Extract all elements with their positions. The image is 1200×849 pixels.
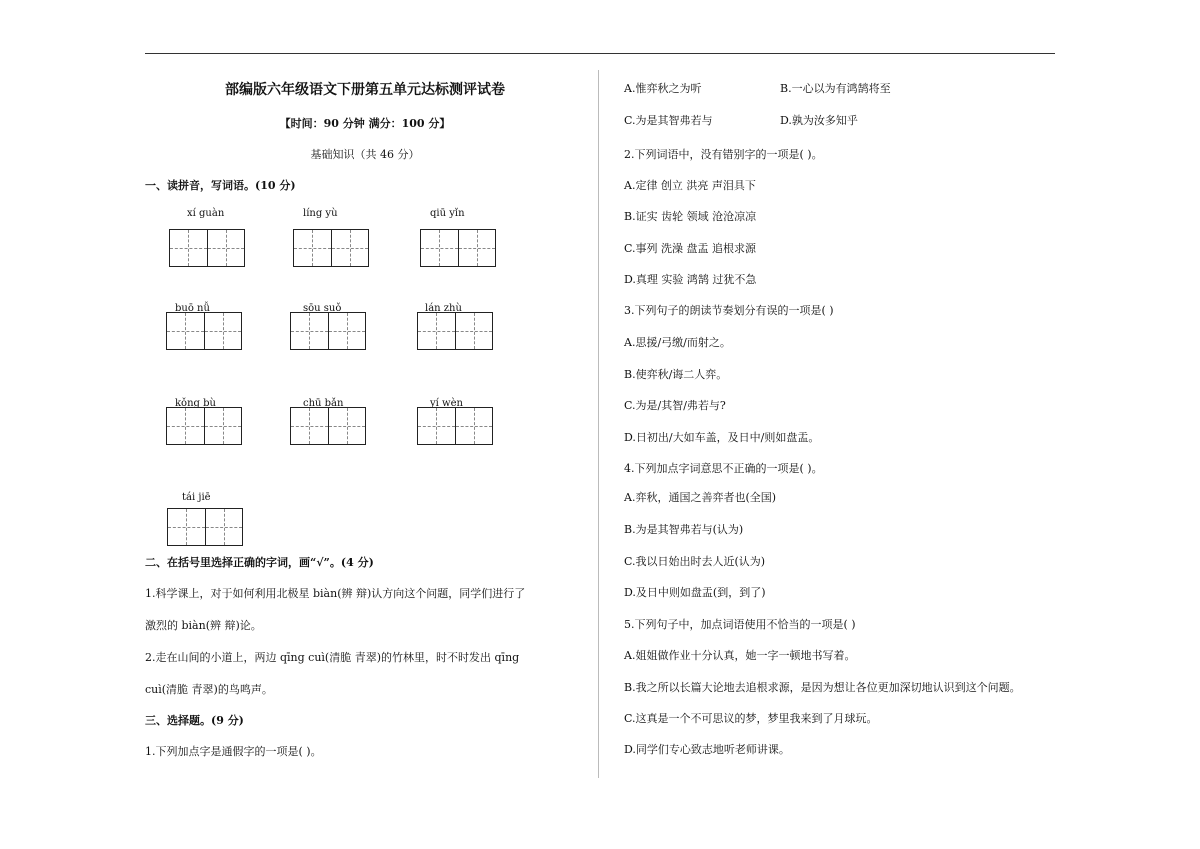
pinyin-label: líng yù: [303, 208, 338, 219]
pinyin-label: tái jiē: [182, 492, 211, 503]
writing-grid[interactable]: [293, 229, 369, 267]
writing-grid[interactable]: [417, 312, 493, 350]
q5-option-d[interactable]: D.同学们专心致志地听老师讲课。: [624, 743, 790, 756]
q3-option-b[interactable]: B.使弈秋/诲二人弈。: [624, 368, 728, 381]
pinyin-label: kǒng bù: [175, 398, 216, 409]
q4-option-c[interactable]: C.我以日始出时去人近(认为): [624, 555, 766, 568]
pinyin-label: buō nǚ: [175, 303, 210, 314]
section3-heading: 三、选择题。(9 分): [145, 714, 244, 727]
exam-time-info: 【时间：90 分钟 满分：100 分】: [279, 117, 451, 130]
q3-option-d[interactable]: D.日初出/大如车盖，及日中/则如盘盂。: [624, 431, 820, 444]
writing-grid[interactable]: [290, 312, 366, 350]
pinyin-label: xí guàn: [187, 208, 225, 219]
q5-option-a[interactable]: A.姐姐做作业十分认真，她一字一顿地书写着。: [624, 649, 856, 662]
q4-option-d[interactable]: D.及日中则如盘盂(到，到了): [624, 586, 766, 599]
q5-option-b[interactable]: B.我之所以长篇大论地去追根求源，是因为想让各位更加深切地认识到这个问题。: [624, 681, 1021, 694]
q3-option-c[interactable]: C.为是/其智/弗若与?: [624, 399, 726, 412]
q5-option-c[interactable]: C.这真是一个不可思议的梦，梦里我来到了月球玩。: [624, 712, 878, 725]
q1-option-a[interactable]: A.惟弈秋之为听: [624, 82, 702, 95]
section2-heading: 二、在括号里选择正确的字词，画“√”。(4 分): [145, 556, 374, 569]
question-5-stem: 5.下列句子中，加点词语使用不恰当的一项是( ): [624, 618, 856, 631]
writing-grid[interactable]: [290, 407, 366, 445]
column-divider: [598, 70, 599, 778]
writing-grid[interactable]: [167, 508, 243, 546]
q3-option-a[interactable]: A.思援/弓缴/而射之。: [624, 336, 731, 349]
pinyin-label: qiū yǐn: [430, 208, 465, 219]
q1-option-d[interactable]: D.孰为汝多知乎: [780, 114, 858, 127]
part-title: 基础知识（共 46 分）: [310, 148, 420, 161]
section1-heading: 一、读拼音，写词语。(10 分): [145, 179, 296, 192]
writing-grid[interactable]: [169, 229, 245, 267]
question-4-stem: 4.下列加点字词意思不正确的一项是( )。: [624, 462, 823, 475]
q4-option-b[interactable]: B.为是其智弗若与(认为): [624, 523, 744, 536]
writing-grid[interactable]: [417, 407, 493, 445]
q2-option-c[interactable]: C.事列 洗澡 盘盂 追根求源: [624, 242, 757, 255]
q2-option-a[interactable]: A.定律 创立 洪亮 声泪具下: [624, 179, 756, 192]
header-rule: [145, 53, 1055, 54]
question-1-stem: 1.下列加点字是通假字的一项是( )。: [145, 745, 322, 758]
pinyin-label: lán zhù: [425, 303, 462, 314]
question-3-stem: 3.下列句子的朗读节奏划分有误的一项是( ): [624, 304, 834, 317]
q1-option-c[interactable]: C.为是其智弗若与: [624, 114, 713, 127]
q2-option-b[interactable]: B.证实 齿轮 领域 沧沧凉凉: [624, 210, 757, 223]
writing-grid[interactable]: [420, 229, 496, 267]
pinyin-label: yí wèn: [430, 398, 463, 409]
section2-q2-line1: 2.走在山间的小道上，两边 qīng cuì(清脆 青翠)的竹林里，时不时发出 qīng: [145, 651, 520, 664]
pinyin-label: sōu suǒ: [303, 303, 342, 314]
section2-q1-line1: 1.科学课上，对于如何利用北极星 biàn(辨 辩)认方向这个问题，同学们进行了: [145, 587, 526, 600]
writing-grid[interactable]: [166, 312, 242, 350]
q2-option-d[interactable]: D.真理 实验 鸿鹄 过犹不急: [624, 273, 757, 286]
section2-q2-line2: cuì(清脆 青翠)的鸟鸣声。: [145, 683, 273, 696]
pinyin-label: chū bǎn: [303, 398, 344, 409]
writing-grid[interactable]: [166, 407, 242, 445]
q1-option-b[interactable]: B.一心以为有鸿鹄将至: [780, 82, 891, 95]
question-2-stem: 2.下列词语中，没有错别字的一项是( )。: [624, 148, 823, 161]
q4-option-a[interactable]: A.弈秋，通国之善弈者也(全国): [624, 491, 777, 504]
section2-q1-line2: 激烈的 biàn(辨 辩)论。: [145, 619, 262, 632]
exam-title: 部编版六年级语文下册第五单元达标测评试卷: [225, 82, 505, 98]
